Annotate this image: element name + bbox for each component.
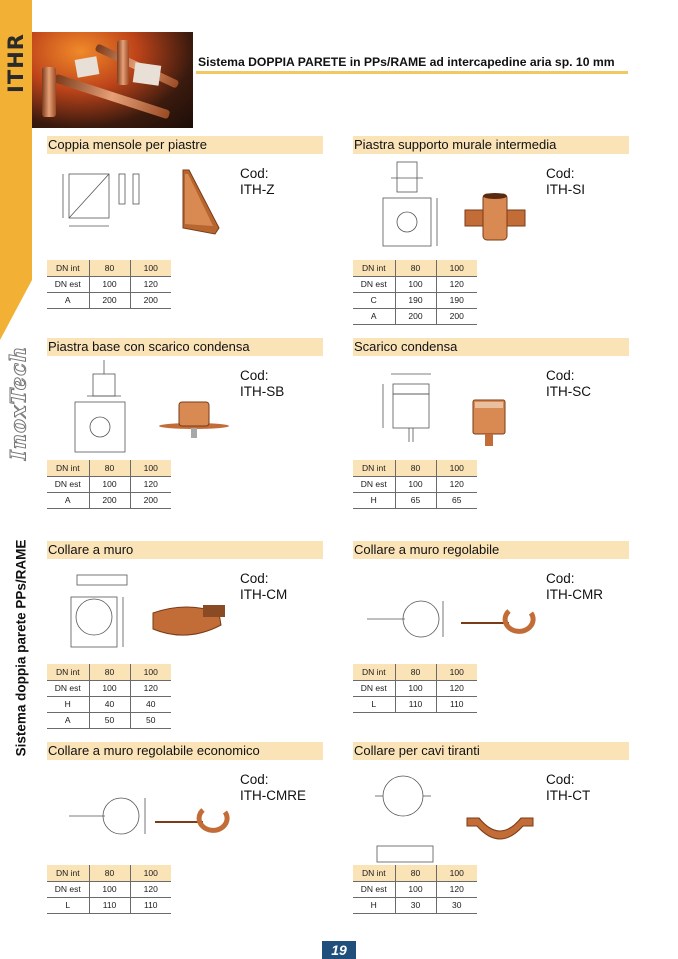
table-row: A 50 50: [47, 712, 171, 728]
technical-drawing: [373, 370, 453, 456]
inoxtech-logo: InoxTech: [5, 345, 31, 460]
section-title: Collare a muro regolabile: [353, 541, 629, 559]
table-row: DN est 100 120: [47, 476, 171, 492]
product-code: ITH-CM: [240, 587, 288, 602]
section-ith-cmre: [47, 742, 323, 910]
table-row: DN int 80 100: [47, 460, 171, 476]
table-row: L 110 110: [47, 897, 171, 913]
section-title: Collare per cavi tiranti: [353, 742, 629, 760]
cod-label: Cod:: [546, 571, 575, 586]
table-row: DN int 80 100: [353, 664, 477, 680]
brand-code: ITHR: [4, 33, 28, 93]
table-row: DN est 100 120: [353, 476, 477, 492]
cod-label: Cod:: [240, 166, 269, 181]
spec-table: [47, 664, 171, 729]
table-row: DN est 100 120: [353, 680, 477, 696]
product-code: ITH-CMRE: [240, 788, 306, 803]
header-product-photo: [32, 32, 193, 128]
product-code: ITH-CMR: [546, 587, 603, 602]
cod-label: Cod:: [240, 571, 269, 586]
product-code: ITH-CT: [546, 788, 591, 803]
table-row: H 65 65: [353, 492, 477, 508]
table-row: DN int 80 100: [353, 260, 477, 276]
table-row: DN est 100 120: [353, 881, 477, 897]
technical-drawing: [377, 158, 447, 254]
spec-table: [353, 865, 477, 914]
table-row: DN int 80 100: [353, 865, 477, 881]
section-ith-ct: [353, 742, 629, 910]
section-title: Collare a muro regolabile economico: [47, 742, 323, 760]
product-image: [153, 802, 231, 842]
table-row: DN est 100 120: [353, 276, 477, 292]
cod-label: Cod:: [546, 772, 575, 787]
section-title: Piastra supporto murale intermedia: [353, 136, 629, 154]
table-row: H 40 40: [47, 696, 171, 712]
system-side-label: Sistema doppia parete PPs/RAME: [13, 539, 29, 756]
technical-drawing: [371, 772, 451, 868]
title-underline: [196, 71, 628, 74]
table-row: DN int 80 100: [47, 260, 171, 276]
section-ith-si: [353, 136, 629, 321]
product-image: [175, 166, 225, 240]
table-row: DN int 80 100: [353, 460, 477, 476]
product-code: ITH-SC: [546, 384, 591, 399]
product-code: ITH-Z: [240, 182, 275, 197]
product-image: [463, 192, 527, 244]
product-image: [147, 603, 229, 647]
spec-table: [353, 460, 477, 509]
product-image: [471, 396, 507, 448]
technical-drawing: [363, 589, 453, 649]
section-ith-sb: [47, 338, 323, 505]
table-row: H 30 30: [353, 897, 477, 913]
section-title: Collare a muro: [47, 541, 323, 559]
cod-label: Cod:: [546, 368, 575, 383]
spec-table: [47, 865, 171, 914]
table-row: L 110 110: [353, 696, 477, 712]
technical-drawing: [65, 790, 155, 850]
technical-drawing: [61, 571, 141, 657]
product-image: [459, 603, 537, 643]
technical-drawing: [61, 164, 161, 234]
table-row: DN est 100 120: [47, 680, 171, 696]
page-title: Sistema DOPPIA PARETE in PPs/RAME ad intercapedine aria sp. 10 mm: [198, 55, 615, 69]
page-number: 19: [322, 941, 356, 959]
spec-table: [47, 260, 171, 309]
table-row: A 200 200: [353, 308, 477, 324]
product-code: ITH-SB: [240, 384, 285, 399]
product-image: [157, 398, 231, 442]
table-row: A 200 200: [47, 292, 171, 308]
section-ith-z: [47, 136, 323, 305]
table-row: C 190 190: [353, 292, 477, 308]
cod-label: Cod:: [240, 368, 269, 383]
spec-table: [353, 664, 477, 713]
product-code: ITH-SI: [546, 182, 585, 197]
cod-label: Cod:: [546, 166, 575, 181]
spec-table: [47, 460, 171, 509]
section-title: Scarico condensa: [353, 338, 629, 356]
table-row: DN int 80 100: [47, 865, 171, 881]
table-row: A 200 200: [47, 492, 171, 508]
technical-drawing: [67, 358, 147, 454]
section-title: Piastra base con scarico condensa: [47, 338, 323, 356]
table-row: DN est 100 120: [47, 276, 171, 292]
section-ith-sc: [353, 338, 629, 505]
table-row: DN est 100 120: [47, 881, 171, 897]
spec-table: [353, 260, 477, 325]
section-title: Coppia mensole per piastre: [47, 136, 323, 154]
section-ith-cm: [47, 541, 323, 725]
cod-label: Cod:: [240, 772, 269, 787]
product-image: [463, 804, 537, 844]
table-row: DN int 80 100: [47, 664, 171, 680]
section-ith-cmr: [353, 541, 629, 709]
